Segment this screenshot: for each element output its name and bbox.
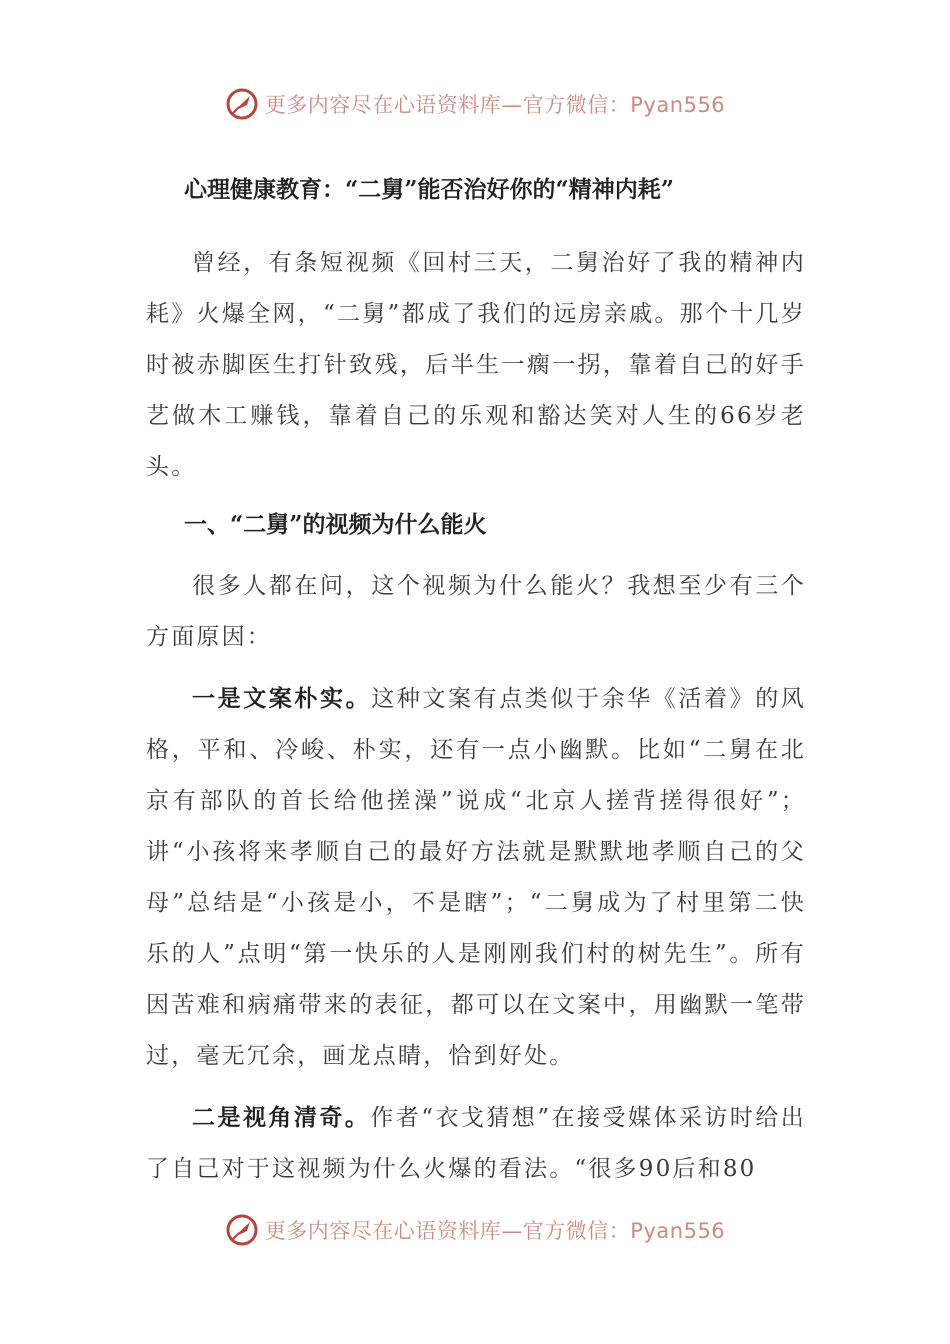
point-one-body: 这种文案有点类似于余华《活着》的风格，平和、冷峻、朴实，还有一点小幽默。比如“二舅在北京有部队的首长给他搓澡”说成“北京人搓背搓得很好”；讲“小孩将来孝顺自己的最好方法就是默默地孝顺自己的父母”总结是“小孩是小，不是瞎”；“二舅成为了村里第二快乐的人”点明“第一快乐的人是刚刚我们村的树先生”。所有因苦难和病痛带来的表征，都可以在文案中，用幽默一笔带过，毫无冗余，画龙点睛，恰到好处。 [146,686,806,1069]
quill-seal-icon [225,87,259,121]
section-heading: 一、“二舅”的视频为什么能火 [184,511,487,538]
page-title: 心理健康教育：“二舅”能否治好你的“精神内耗” [184,176,674,203]
banner-text: 更多内容尽在心语资料库—官方微信：Pyan556 [264,93,726,117]
quill-seal-icon [225,1213,259,1247]
point-two-paragraph [146,1092,806,1195]
section-intro-paragraph: 很多人都在问，这个视频为什么能火？我想至少有三个方面原因： [146,573,806,650]
point-two-lead: 二是视角清奇。 [192,1104,371,1131]
header-banner [0,82,950,126]
banner-text: 更多内容尽在心语资料库—官方微信：Pyan556 [264,1219,726,1243]
point-one-paragraph [146,673,806,1082]
point-one-lead: 一是文案朴实。 [192,685,372,712]
document-body [146,170,806,1205]
point-two-body: 作者“衣戈猜想”在接受媒体采访时给出了自己对于这视频为什么火爆的看法。“很多90后和80 [146,1105,806,1182]
intro-paragraph: 曾经，有条短视频《回村三天，二舅治好了我的精神内耗》火爆全网，“二舅”都成了我们的远房亲戚。那个十几岁时被赤脚医生打针致残，后半生一瘸一拐，靠着自己的好手艺做木工赚钱，靠着自己的乐观和豁达笑对人生的66岁老头。 [146,250,806,480]
footer-banner [0,1208,950,1252]
